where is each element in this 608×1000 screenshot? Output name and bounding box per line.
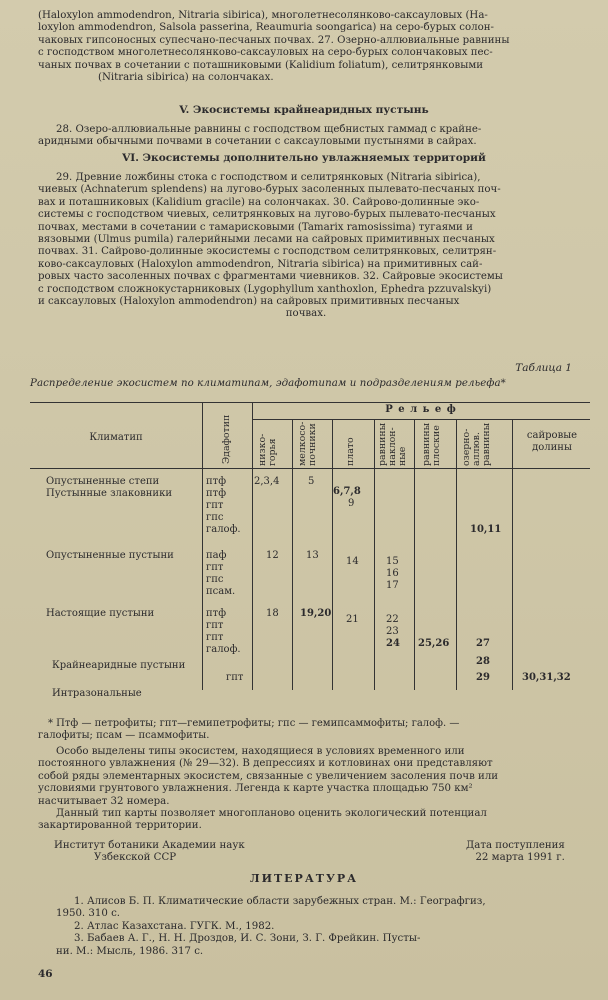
reference-line: 3. Бабаев А. Г., Н. Н. Дроздов, И. С. Зони, З. Г. Фрейкин. Пусты- bbox=[74, 933, 421, 945]
text-line: 28. Озеро-аллювиальные равнины с господством щебнистых гаммад с крайне- bbox=[56, 124, 482, 135]
value-cell: 13 bbox=[306, 550, 319, 561]
value-cell: 14 bbox=[346, 556, 359, 567]
edaf-cell: птф bbox=[206, 608, 227, 619]
page-number: 46 bbox=[38, 968, 53, 980]
row-label: Крайнеаридные пустыни bbox=[52, 660, 186, 671]
value-cell: 10,11 bbox=[470, 524, 502, 535]
text-line: с господством сложнокустарниковых (Lygophyllum xanthoxlon, Ephedra pzzuvalskyi) bbox=[38, 283, 492, 295]
text-line: вах и поташниковых (Kalidium gracile) на солончаках. 30. Сайрово-долинные эко- bbox=[38, 196, 480, 208]
received-line: Дата поступления bbox=[466, 840, 565, 851]
edaf-cell: гпт bbox=[206, 632, 224, 643]
header-relief: Р е л ь е ф bbox=[385, 404, 457, 415]
text-line: ровых часто засоленных почвах с фрагментами чиевников. 32. Сайровые экосистемы bbox=[38, 271, 503, 283]
header-col-ozerno-allyuv: озерно-аллюв. равнины bbox=[461, 422, 492, 466]
text-line: галофиты; псам — псаммофиты. bbox=[38, 730, 210, 742]
reference-line: 2. Атлас Казахстана. ГУГК. М., 1982. bbox=[74, 920, 275, 932]
table-top-rule bbox=[30, 402, 590, 403]
value-cell: 2,3,4 bbox=[254, 476, 280, 487]
value-cell: 12 bbox=[266, 550, 279, 561]
row-label: Пустынные злаковники bbox=[46, 488, 172, 499]
header-col-ravniny-naklonnye: равнины наклон-ные bbox=[377, 422, 408, 466]
edaf-cell: псам. bbox=[206, 586, 236, 597]
edaf-cell: паф bbox=[206, 550, 227, 561]
text-line: насчитывает 32 номера. bbox=[38, 795, 170, 807]
text-line: чаных почвах в сочетании с поташниковыми (Kalidium foliatum), селитрянковыми bbox=[38, 59, 484, 71]
text-line: Особо выделены типы экосистем, находящиеся в условиях временного или bbox=[56, 746, 465, 757]
value-cell: 17 bbox=[386, 580, 399, 591]
relief-rule bbox=[252, 419, 590, 420]
column-rule bbox=[414, 419, 415, 690]
text-line: * Птф — петрофиты; гпт—гемипетрофиты; гпс — гемипсаммофиты; галоф. — bbox=[48, 718, 460, 729]
edaf-cell: птф bbox=[206, 488, 227, 499]
text-line: с господством многолетнесолянково-саксауловых на серо-бурых солончаковых пес- bbox=[38, 47, 493, 59]
value-cell: 23 bbox=[386, 626, 399, 637]
text-line: аридными обычными почвами в сочетании с саксауловыми пустынями в сайрах. bbox=[38, 136, 477, 148]
header-klimatip: Климатип bbox=[89, 432, 143, 443]
text-line: вязовыми (Ulmus pumila) галерийными лесами на сайровых примитивных песчаных bbox=[38, 234, 495, 246]
table-number: Таблица 1 bbox=[515, 362, 572, 374]
text-line: loxylon ammodendron, Salsola passerina, Reaumuria soongarica) на серо-бурых солон- bbox=[38, 22, 494, 34]
section-vi-heading: VI. Экосистемы дополнительно увлажняемых территорий bbox=[122, 152, 486, 164]
text-line: ково-саксауловых (Haloxylon ammodendron, Nitraria sibirica) на примитивных сай- bbox=[38, 258, 483, 270]
edaf-cell: птф bbox=[206, 476, 227, 487]
closing-paragraphs bbox=[38, 746, 574, 833]
text-line: условиями грунтового увлажнения. Легенда к карте участка площадью 750 км² bbox=[38, 783, 473, 795]
column-rule bbox=[512, 419, 513, 690]
text-line: Данный тип карты позволяет многопланово оценить экологический потенциал bbox=[56, 808, 487, 820]
text-line: почвах. bbox=[285, 308, 327, 320]
value-cell: 24 bbox=[386, 638, 400, 649]
institution-line: Узбекской ССР bbox=[94, 852, 177, 864]
text-line: чиевых (Achnaterum splendens) на лугово-бурых засоленных пылевато-песчаных поч- bbox=[38, 184, 501, 196]
institution bbox=[54, 840, 245, 865]
text-line: (Haloxylon ammodendron, Nitraria sibirica), многолетнесолянково-саксауловых (Ha- bbox=[38, 10, 488, 21]
header-col-ravniny-ploskie: равнины плоские bbox=[421, 422, 442, 466]
institution-line: Институт ботаники Академии наук bbox=[54, 840, 245, 851]
reference-line: 1. Алисов Б. П. Климатические области зарубежных стран. М.: Географгиз, bbox=[74, 896, 486, 907]
reference-line: ни. М.: Мысль, 1986. 317 с. bbox=[56, 945, 204, 957]
section-vi-text bbox=[38, 172, 574, 321]
text-line: почвах. 31. Сайрово-долинные экосистемы с господством селитрянковых, селитрян- bbox=[38, 246, 497, 258]
edaf-cell: галоф. bbox=[206, 524, 241, 535]
value-cell: 6,7,8 bbox=[333, 486, 361, 497]
value-cell: 5 bbox=[308, 476, 315, 487]
column-rule bbox=[202, 402, 203, 690]
value-cell: 16 bbox=[386, 568, 399, 579]
reference-line: 1950. 310 с. bbox=[56, 908, 121, 920]
header-col-sairovye: сайровые долины bbox=[526, 430, 578, 453]
value-cell: 21 bbox=[346, 614, 359, 625]
text-line: 29. Древние ложбины стока с господством и селитрянковых (Nitraria sibirica), bbox=[56, 172, 481, 183]
value-cell: 18 bbox=[266, 608, 279, 619]
text-line: (Nitraria sibirica) на солончаках. bbox=[98, 72, 274, 84]
edaf-cell: гпт bbox=[226, 672, 244, 683]
header-col-plato: плато bbox=[345, 437, 356, 466]
text-line: закартированной территории. bbox=[38, 820, 202, 832]
top-paragraph bbox=[38, 10, 574, 84]
value-cell: 9 bbox=[348, 498, 355, 509]
text-line: собой ряды элементарных экосистем, связанные с увеличением засоления почв или bbox=[38, 770, 499, 782]
row-label: Настоящие пустыни bbox=[46, 608, 155, 619]
edaf-cell: гпс bbox=[206, 512, 224, 523]
column-rule bbox=[374, 419, 375, 690]
column-rule bbox=[332, 419, 333, 690]
section-v-heading: V. Экосистемы крайнеаридных пустынь bbox=[179, 104, 429, 116]
references bbox=[56, 896, 576, 958]
header-edafotip: Эдафотип bbox=[221, 414, 232, 464]
text-line: почвах, местами в сочетании с тамарисковыми (Tamarix ramosissima) тугаями и bbox=[38, 221, 473, 233]
value-cell: 30,31,32 bbox=[522, 672, 571, 683]
text-line: чаковых гипсоносных супесчано-песчаных почвах. 27. Озерно-аллювиальные равнины bbox=[38, 34, 510, 46]
literature-title: ЛИТЕРАТУРА bbox=[249, 872, 359, 885]
received-date bbox=[466, 840, 565, 865]
header-col-melkosopochniki: мелкосо-почники bbox=[297, 421, 318, 466]
column-rule bbox=[292, 419, 293, 690]
edaf-cell: гпт bbox=[206, 620, 224, 631]
column-rule bbox=[252, 402, 253, 690]
column-rule bbox=[456, 419, 457, 690]
row-label: Интразональные bbox=[52, 688, 142, 699]
edaf-cell: гпт bbox=[206, 562, 224, 573]
value-cell: 29 bbox=[476, 672, 490, 683]
value-cell: 22 bbox=[386, 614, 399, 625]
edaf-cell: гпт bbox=[206, 500, 224, 511]
value-cell: 27 bbox=[476, 638, 490, 649]
ecosystem-table bbox=[30, 402, 590, 702]
value-cell: 15 bbox=[386, 556, 399, 567]
value-cell: 25,26 bbox=[418, 638, 450, 649]
text-line: постоянного увлажнения (№ 29—32). В депрессиях и котловинах они представляют bbox=[38, 758, 493, 770]
row-label: Опустыненные степи bbox=[46, 476, 160, 487]
row-label: Опустыненные пустыни bbox=[46, 550, 174, 561]
edaf-cell: галоф. bbox=[206, 644, 241, 655]
table-footnote bbox=[38, 718, 574, 742]
text-line: и саксауловых (Haloxylon ammodendron) на сайровых примитивных песчаных bbox=[38, 296, 460, 308]
header-bottom-rule bbox=[30, 468, 590, 469]
header-col-nizkogorya: низко-горья bbox=[257, 433, 278, 466]
value-cell: 19,20 bbox=[300, 608, 332, 619]
text-line: системы с господством чиевых, селитрянковых на лугово-бурых пылевато-песчаных bbox=[38, 209, 496, 221]
received-line: 22 марта 1991 г. bbox=[475, 852, 565, 864]
edaf-cell: гпс bbox=[206, 574, 224, 585]
value-cell: 28 bbox=[476, 656, 490, 667]
section-v-text bbox=[38, 124, 574, 149]
table-caption: Распределение экосистем по климатипам, эдафотипам и подразделениям рельефа* bbox=[30, 378, 506, 389]
